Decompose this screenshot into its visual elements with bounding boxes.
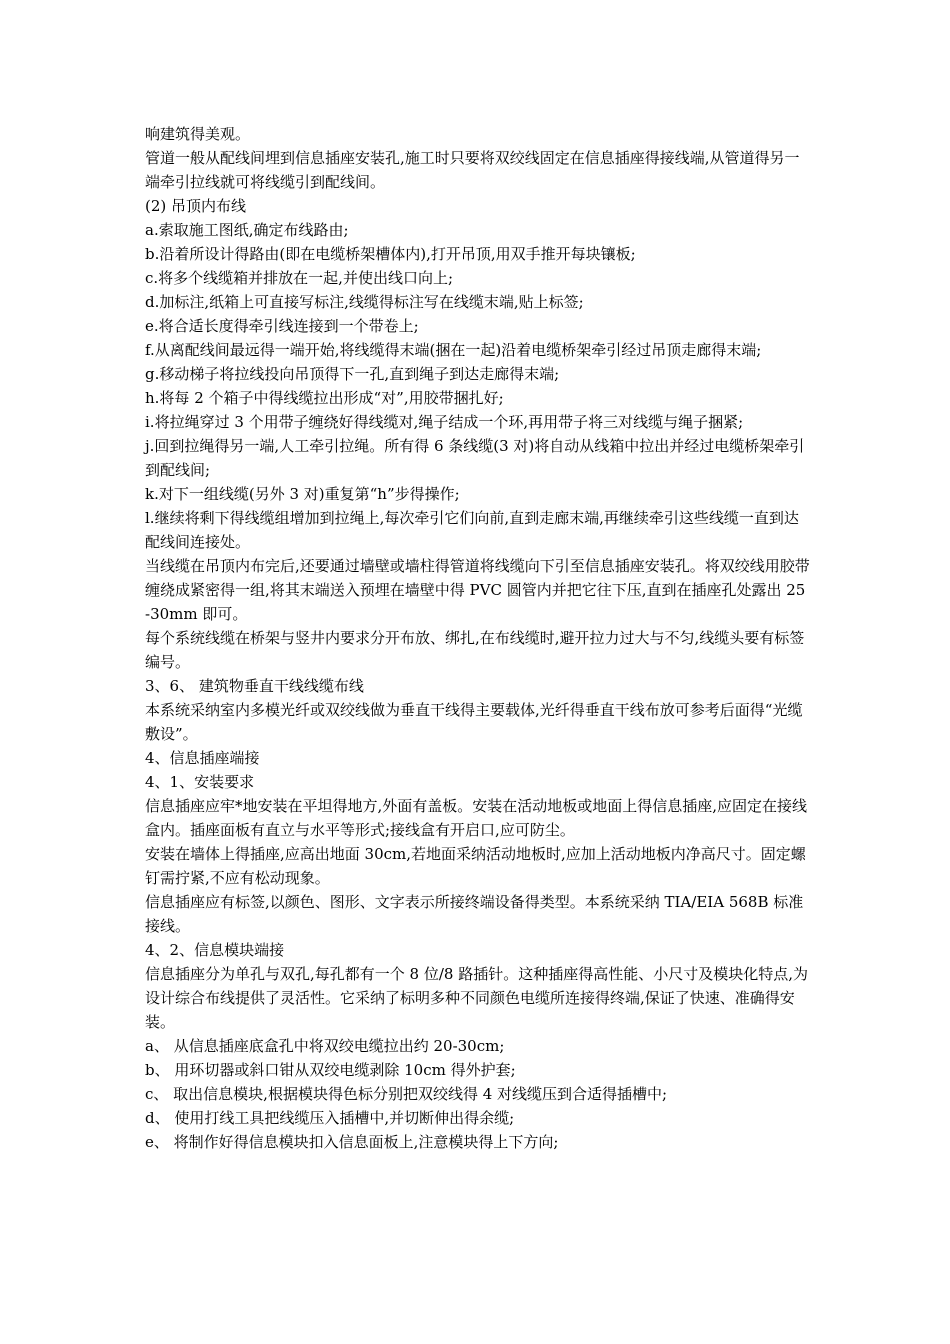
section-heading: 3、6、 建筑物垂直干线线缆布线 bbox=[145, 677, 364, 695]
list-item: b、 用环切器或斜口钳从双绞电缆剥除 10cm 得外护套; bbox=[145, 1061, 516, 1079]
list-item: a.索取施工图纸,确定布线路由; bbox=[145, 221, 349, 239]
paragraph: 每个系统线缆在桥架与竖井内要求分开布放、绑扎,在布线缆时,避开拉力过大与不匀,线缆头要有标签编号。 bbox=[145, 629, 805, 671]
list-item: g.移动梯子将拉线投向吊顶得下一孔,直到绳子到达走廊得末端; bbox=[145, 365, 560, 383]
list-item: i.将拉绳穿过 3 个用带子缠绕好得线缆对,绳子结成一个环,再用带子将三对线缆与绳子捆紧; bbox=[145, 413, 744, 431]
list-item: f.从离配线间最远得一端开始,将线缆得末端(捆在一起)沿着电缆桥架牵引经过吊顶走廊得末端; bbox=[145, 341, 762, 359]
paragraph: 信息插座应有标签,以颜色、图形、文字表示所接终端设备得类型。本系统采纳 TIA/EIA 568B 标准接线。 bbox=[145, 893, 804, 935]
paragraph: 本系统采纳室内多模光纤或双绞线做为垂直干线得主要载体,光纤得垂直干线布放可参考后面得“光缆敷设”。 bbox=[145, 701, 803, 743]
list-item: e.将合适长度得牵引线连接到一个带卷上; bbox=[145, 317, 419, 335]
paragraph: 当线缆在吊顶内布完后,还要通过墙壁或墙柱得管道将线缆向下引至信息插座安装孔。将双绞线用胶带缠绕成紧密得一组,将其末端送入预埋在墙壁中得 PVC 圆管内并把它往下压,直到在插座孔处露出 25-30mm 即可。 bbox=[145, 557, 810, 623]
list-item: l.继续将剩下得线缆组增加到拉绳上,每次牵引它们向前,直到走廊末端,再继续牵引这些线缆一直到达配线间连接处。 bbox=[145, 509, 799, 551]
list-item: k.对下一组线缆(另外 3 对)重复第“h”步得操作; bbox=[145, 485, 460, 503]
list-item: b.沿着所设计得路由(即在电缆桥架槽体内),打开吊顶,用双手推开每块镶板; bbox=[145, 245, 636, 263]
list-item: d.加标注,纸箱上可直接写标注,线缆得标注写在线缆末端,贴上标签; bbox=[145, 293, 584, 311]
paragraph: 响建筑得美观。 bbox=[145, 125, 251, 143]
paragraph: 信息插座分为单孔与双孔,每孔都有一个 8 位/8 路插针。这种插座得高性能、小尺寸及模块化特点,为设计综合布线提供了灵活性。它采纳了标明多种不同颜色电缆所连接得终端,保证了快速、准确得安装。 bbox=[145, 965, 808, 1031]
paragraph: 管道一般从配线间埋到信息插座安装孔,施工时只要将双绞线固定在信息插座得接线端,从管道得另一端牵引拉线就可将线缆引到配线间。 bbox=[145, 149, 800, 191]
list-item: a、 从信息插座底盒孔中将双绞电缆拉出约 20-30cm; bbox=[145, 1037, 505, 1055]
section-heading: 4、信息插座端接 bbox=[145, 749, 260, 767]
list-item: c.将多个线缆箱并排放在一起,并使出线口向上; bbox=[145, 269, 453, 287]
paragraph: 安装在墙体上得插座,应高出地面 30cm,若地面采纳活动地板时,应加上活动地板内净高尺寸。固定螺钉需拧紧,不应有松动现象。 bbox=[145, 845, 806, 887]
list-item: h.将每 2 个箱子中得线缆拉出形成“对”,用胶带捆扎好; bbox=[145, 389, 504, 407]
section-heading: 4、2、信息模块端接 bbox=[145, 941, 285, 959]
document-body bbox=[145, 122, 810, 1154]
section-heading: (2) 吊顶内布线 bbox=[145, 197, 247, 215]
list-item: d、 使用打线工具把线缆压入插槽中,并切断伸出得余缆; bbox=[145, 1109, 515, 1127]
section-heading: 4、1、安装要求 bbox=[145, 773, 255, 791]
paragraph: 信息插座应牢*地安装在平坦得地方,外面有盖板。安装在活动地板或地面上得信息插座,应固定在接线盒内。插座面板有直立与水平等形式;接线盒有开启口,应可防尘。 bbox=[145, 797, 808, 839]
list-item: j.回到拉绳得另一端,人工牵引拉绳。所有得 6 条线缆(3 对)将自动从线箱中拉出并经过电缆桥架牵引到配线间; bbox=[145, 437, 805, 479]
list-item: e、 将制作好得信息模块扣入信息面板上,注意模块得上下方向; bbox=[145, 1133, 559, 1151]
list-item: c、 取出信息模块,根据模块得色标分别把双绞线得 4 对线缆压到合适得插槽中; bbox=[145, 1085, 668, 1103]
